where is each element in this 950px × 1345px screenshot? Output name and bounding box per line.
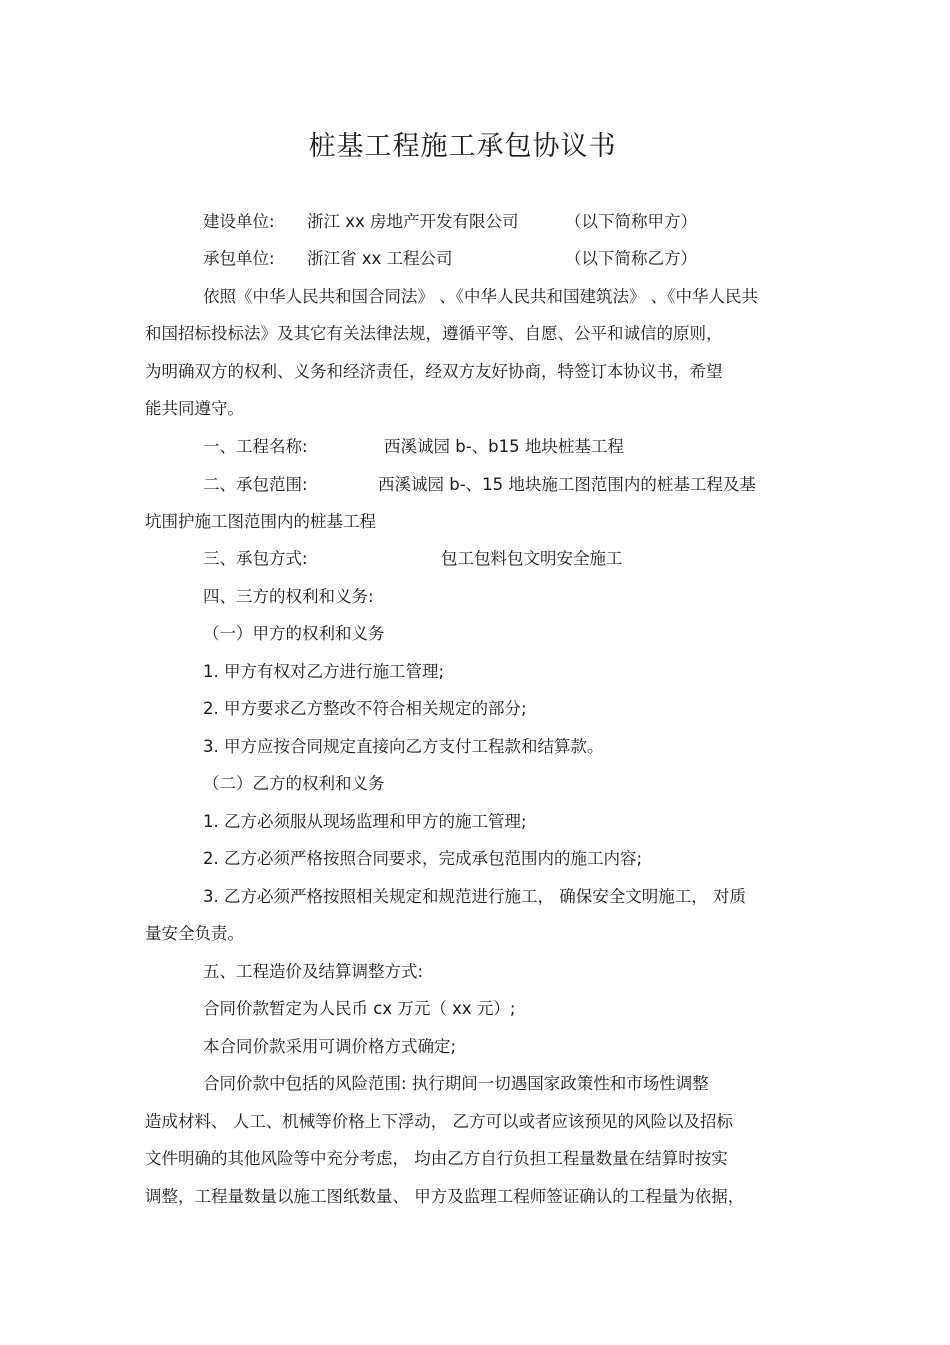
contract-price: 合同价款暂定为人民币 cx 万元（ xx 元）; (203, 999, 516, 1018)
owner-name: 浙江 xx 房地产开发有限公司 (307, 212, 519, 231)
preamble-line: 为明确双方的权利、义务和经济责任，经双方友好协商，特签订本协议书，希望 (145, 362, 723, 381)
risk-line: 合同价款中包括的风险范围: 执行期间一切遇国家政策性和市场性调整 (203, 1074, 709, 1093)
party-b-item: 3. 乙方必须严格按照相关规定和规范进行施工， 确保安全文明施工， 对质 (203, 887, 746, 906)
party-b-heading: （二）乙方的权利和义务 (203, 774, 385, 793)
risk-line: 调整，工程量数量以施工图纸数量、 甲方及监理工程师签证确认的工程量为依据， (145, 1187, 745, 1206)
party-a-item: 2. 甲方要求乙方整改不符合相关规定的部分; (203, 699, 527, 718)
section-3-value: 包工包料包文明安全施工 (441, 549, 623, 568)
contractor-alias: （以下简称乙方） (565, 249, 697, 268)
party-b-item: 2. 乙方必须严格按照合同要求，完成承包范围内的施工内容; (203, 849, 643, 868)
party-b-item-continuation: 量安全负责。 (145, 924, 244, 943)
risk-line: 文件明确的其他风险等中充分考虑， 均由乙方自行负担工程量数量在结算时按实 (145, 1149, 728, 1168)
preamble-line: 依照《中华人民共和国合同法》 、《中华人民共和国建筑法》 、《中华人民共 (203, 287, 758, 306)
section-1-value: 西溪诚园 b-、b15 地块桩基工程 (384, 437, 624, 456)
section-2-label: 二、承包范围: (203, 475, 308, 494)
section-1-label: 一、工程名称: (203, 437, 308, 456)
party-a-heading: （一）甲方的权利和义务 (203, 624, 385, 643)
owner-alias: （以下简称甲方） (565, 212, 697, 231)
owner-label: 建设单位: (203, 212, 275, 231)
price-method: 本合同价款采用可调价格方式确定; (203, 1037, 457, 1056)
risk-line: 造成材料、 人工、机械等价格上下浮动， 乙方可以或者应该预见的风险以及招标 (145, 1112, 733, 1131)
section-5-label: 五、工程造价及结算调整方式: (203, 962, 424, 981)
contractor-name: 浙江省 xx 工程公司 (307, 249, 453, 268)
party-b-item: 1. 乙方必须服从现场监理和甲方的施工管理; (203, 812, 527, 831)
section-3-label: 三、承包方式: (203, 549, 308, 568)
contractor-label: 承包单位: (203, 249, 275, 268)
section-2-continuation: 坑围护施工图范围内的桩基工程 (145, 512, 376, 531)
party-a-item: 3. 甲方应按合同规定直接向乙方支付工程款和结算款。 (203, 737, 604, 756)
section-2-value: 西溪诚园 b-、15 地块施工图范围内的桩基工程及基 (378, 475, 756, 494)
document-title: 桩基工程施工承包协议书 (308, 131, 617, 162)
section-4-label: 四、三方的权利和义务: (203, 587, 374, 606)
party-a-item: 1. 甲方有权对乙方进行施工管理; (203, 662, 445, 681)
preamble-line: 能共同遵守。 (145, 399, 244, 418)
preamble-line: 和国招标投标法》及其它有关法律法规，遵循平等、自愿、公平和诚信的原则， (145, 324, 723, 343)
